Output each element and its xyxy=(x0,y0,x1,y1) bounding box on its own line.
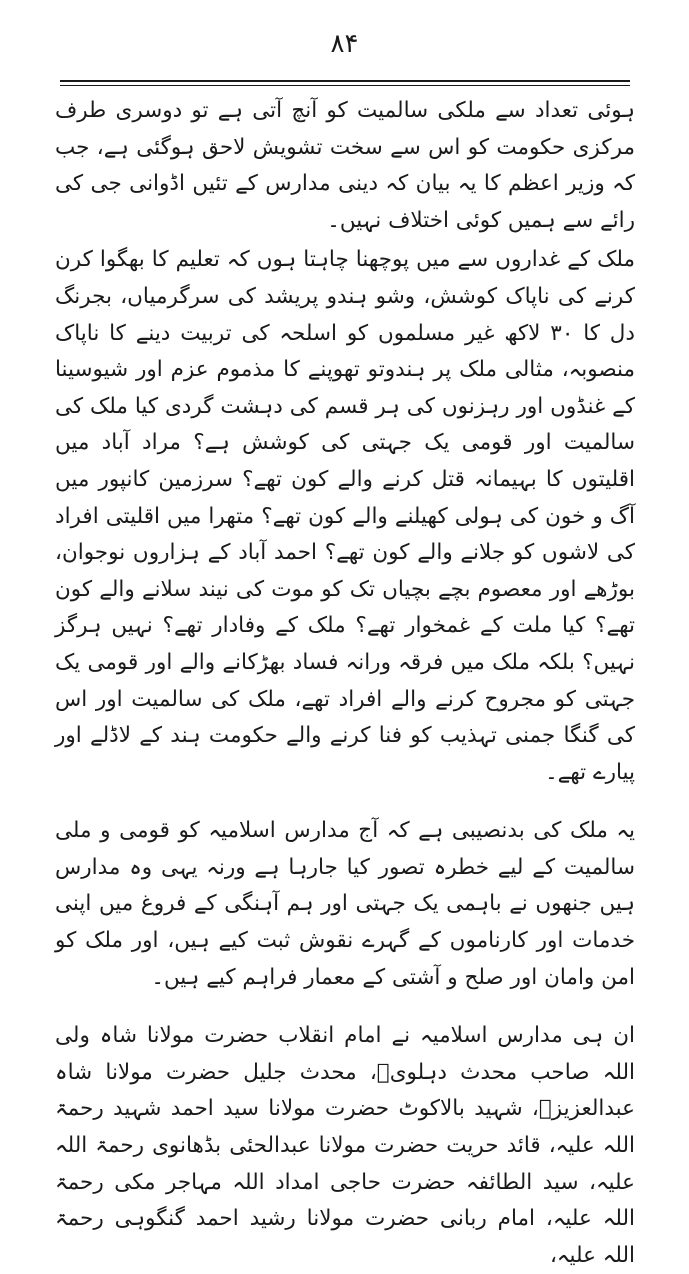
page-number: ۸۴ xyxy=(330,29,359,59)
page-body xyxy=(55,93,635,1274)
header-rule-thin xyxy=(60,85,630,86)
paragraph-1: ہوئی تعداد سے ملکی سالمیت کو آنچ آتی ہے تو دوسری طرف مرکزی حکومت کو اس سے سخت تشویش لاحق ہوگئی ہے، جب کہ وزیر اعظم کا یہ بیان کہ دینی مدارس کے تئیں اڈوانی جی کی رائے سے ہمیں کوئی اختلاف نہیں۔ xyxy=(55,98,635,233)
paragraph-3: یہ ملک کی بدنصیبی ہے کہ آج مدارس اسلامیہ کو قومی و ملی سالمیت کے لیے خطرہ تصور کیا جارہا ہے ورنہ یہی وہ مدارس ہیں جنھوں نے باہمی یک جہتی اور ہم آہنگی کے فروغ میں اپنی خدمات اور کارناموں کے گہرے نقوش ثبت کیے ہیں، اور ملک کو امن وامان اور صلح و آشتی کے معمار فراہم کیے ہیں۔ xyxy=(55,818,635,990)
header-rule-thick xyxy=(60,80,630,82)
paragraph-4: ان ہی مدارس اسلامیہ نے امام انقلاب حضرت مولانا شاہ ولی اللہ صاحب محدث دہلویؒ، محدث جلیل حضرت مولانا شاہ عبدالعزیزؒ، شہید بالاکوٹ حضرت مولانا سید احمد شہید رحمۃ اللہ علیہ، قائد حریت حضرت مولانا عبدالحئی بڈھانوی رحمۃ اللہ علیہ، سید الطائفہ حضرت حاجی امداد اللہ مہاجر مکی رحمۃ اللہ علیہ، امام ربانی حضرت مولانا رشید احمد گنگوہی رحمۃ اللہ علیہ، xyxy=(55,1023,635,1268)
paragraph-2: ملک کے غداروں سے میں پوچھنا چاہتا ہوں کہ تعلیم کا بھگوا کرن کرنے کی ناپاک کوشش، وشو ہندو پریشد کی سرگرمیاں، بجرنگ دل کا ۳۰ لاکھ غیر مسلموں کو اسلحہ کی تربیت دینے کا ناپاک منصوبہ، مثالی ملک پر ہندوتو تھوپنے کا مذموم عزم اور شیوسینا کے غنڈوں اور رہزنوں کی ہر قسم کی دہشت گردی کیا ملک کی سالمیت اور قومی یک جہتی کی کوشش ہے؟ مراد آباد میں اقلیتوں کا بہیمانہ قتل کرنے والے کون تھے؟ سرزمین کانپور میں آگ و خون کی ہولی کھیلنے والے کون تھے؟ متھرا میں اقلیتی افراد کی لاشوں کو جلانے والے کون تھے؟ احمد آباد کے ہزاروں نوجوان، بوڑھے اور معصوم بچے بچیاں تک کو موت کی نیند سلانے والے کون تھے؟ کیا ملت کے غمخوار تھے؟ ملک کے وفادار تھے؟ نہیں ہرگز نہیں؟ بلکہ ملک میں فرقہ ورانہ فساد بھڑکانے والے اور قومی یک جہتی کو مجروح کرنے والے افراد تھے، ملک کی سالمیت اور اس کی گنگا جمنی تہذیب کو فنا کرنے والے حکومت ہند کے لاڈلے اور پیارے تھے۔ xyxy=(55,247,635,785)
